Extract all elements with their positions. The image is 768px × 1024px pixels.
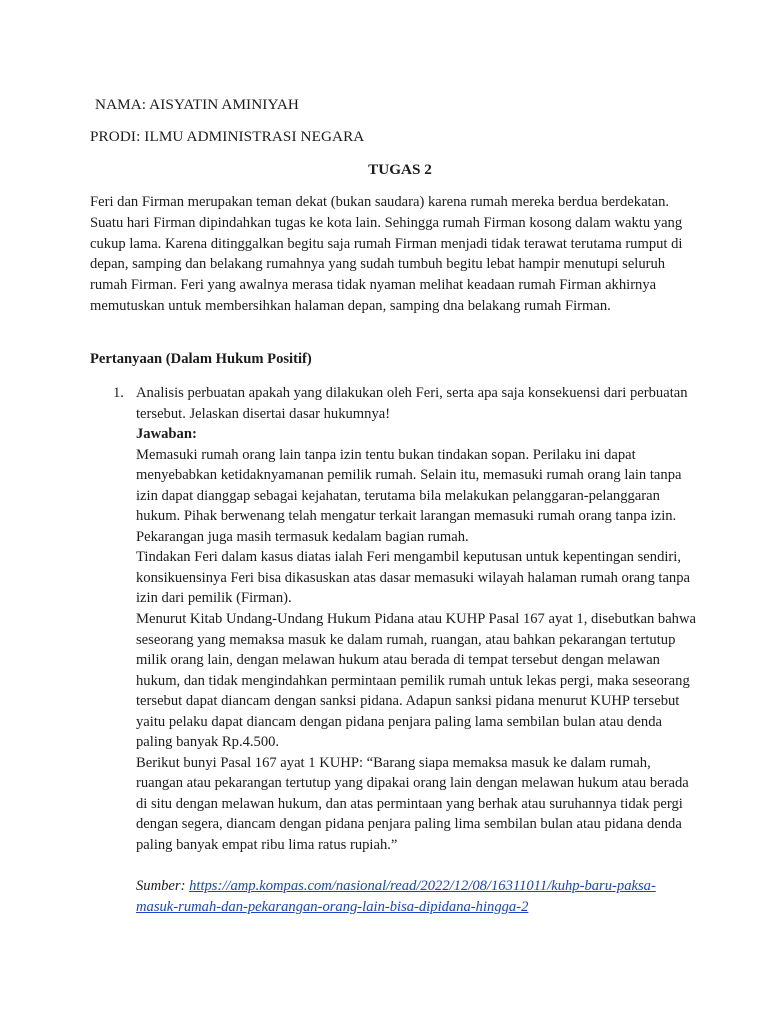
answer-paragraph-4: Berikut bunyi Pasal 167 ayat 1 KUHP: “Barang siapa memaksa masuk ke dalam rumah, ruangan atau pekarangan tertutup yang dipakai orang lain dengan melawan hukum atau berada di situ dengan melawan hukum, dan atas permintaan yang berhak atau suruhannya tidak pergi dengan segera, diancam dengan pidana penjara paling lima sembilan bulan atau pidana denda paling banyak empat ribu lima ratus rupiah.” <box>136 754 689 854</box>
answer-paragraph-1: Memasuki rumah orang lain tanpa izin tentu bukan tindakan sopan. Perilaku ini dapat menyebabkan ketidaknyamanan pemilik rumah. Selain itu, memasuki rumah orang lain tanpa izin dapat dianggap sebagai kejahatan, terutama bila melakukan pelanggaran-pelanggaran hukum. Pihak berwenang telah mengatur terkait larangan memasuki rumah orang tanpa izin. Pekarangan juga masih termasuk kedalam bagian rumah. <box>136 446 682 545</box>
source-label: Sumber: <box>136 878 186 894</box>
question-number: 1. <box>113 385 124 401</box>
answer-paragraph-3: Menurut Kitab Undang-Undang Hukum Pidana atau KUHP Pasal 167 ayat 1, disebutkan bahwa seseorang yang memaksa masuk ke dalam rumah, ruangan, atau bahkan pekarangan tertutup milik orang lain, dengan melawan hukum atau berada di tempat tersebut dengan melawan hukum, dan tidak mengindahkan permintaan pemilik rumah untuk lekas pergi, maka seseorang tersebut dapat diancam dengan sanksi pidana. Adapun sanksi pidana menurut KUHP tersebut yaitu pelaku dapat diancam dengan pidana penjara paling lama sembilan bulan atau denda paling banyak Rp.4.500. <box>136 611 696 751</box>
student-name: NAMA: AISYATIN AMINIYAH <box>95 96 299 113</box>
assignment-title: TUGAS 2 <box>368 161 432 178</box>
student-program: PRODI: ILMU ADMINISTRASI NEGARA <box>90 128 365 145</box>
answer-label: Jawaban: <box>136 426 197 443</box>
question-item <box>136 383 696 856</box>
source-citation <box>136 876 692 917</box>
question-text: Analisis perbuatan apakah yang dilakukan oleh Feri, serta apa saja konsekuensi dari perbuatan tersebut. Jelaskan disertai dasar hukumnya! <box>136 385 688 422</box>
source-link[interactable]: https://amp.kompas.com/nasional/read/2022/12/08/16311011/kuhp-baru-paksa-masuk-rumah-dan-pekarangan-orang-lain-bisa-dipidana-hingga-2 <box>136 878 656 915</box>
case-paragraph: Feri dan Firman merupakan teman dekat (bukan saudara) karena rumah mereka berdua berdekatan. Suatu hari Firman dipindahkan tugas ke kota lain. Sehingga rumah Firman kosong dalam waktu yang cukup lama. Karena ditinggalkan begitu saja rumah Firman menjadi tidak terawat terutama rumput di depan, samping dan belakang rumahnya yang sudah tumbuh begitu lebat hampir menutupi seluruh rumah Firman. Feri yang awalnya merasa tidak nyaman melihat keadaan rumah Firman akhirnya memutuskan untuk membersihkan halaman depan, samping dna belakang rumah Firman. <box>90 194 683 314</box>
question-heading: Pertanyaan (Dalam Hukum Positif) <box>90 351 312 367</box>
answer-paragraph-2: Tindakan Feri dalam kasus diatas ialah Feri mengambil keputusan untuk kepentingan sendiri, konsikuensinya Feri bisa dikasuskan atas dasar memasuki wilayah halaman rumah orang tanpa izin dari pemilik (Firman). <box>136 549 691 607</box>
